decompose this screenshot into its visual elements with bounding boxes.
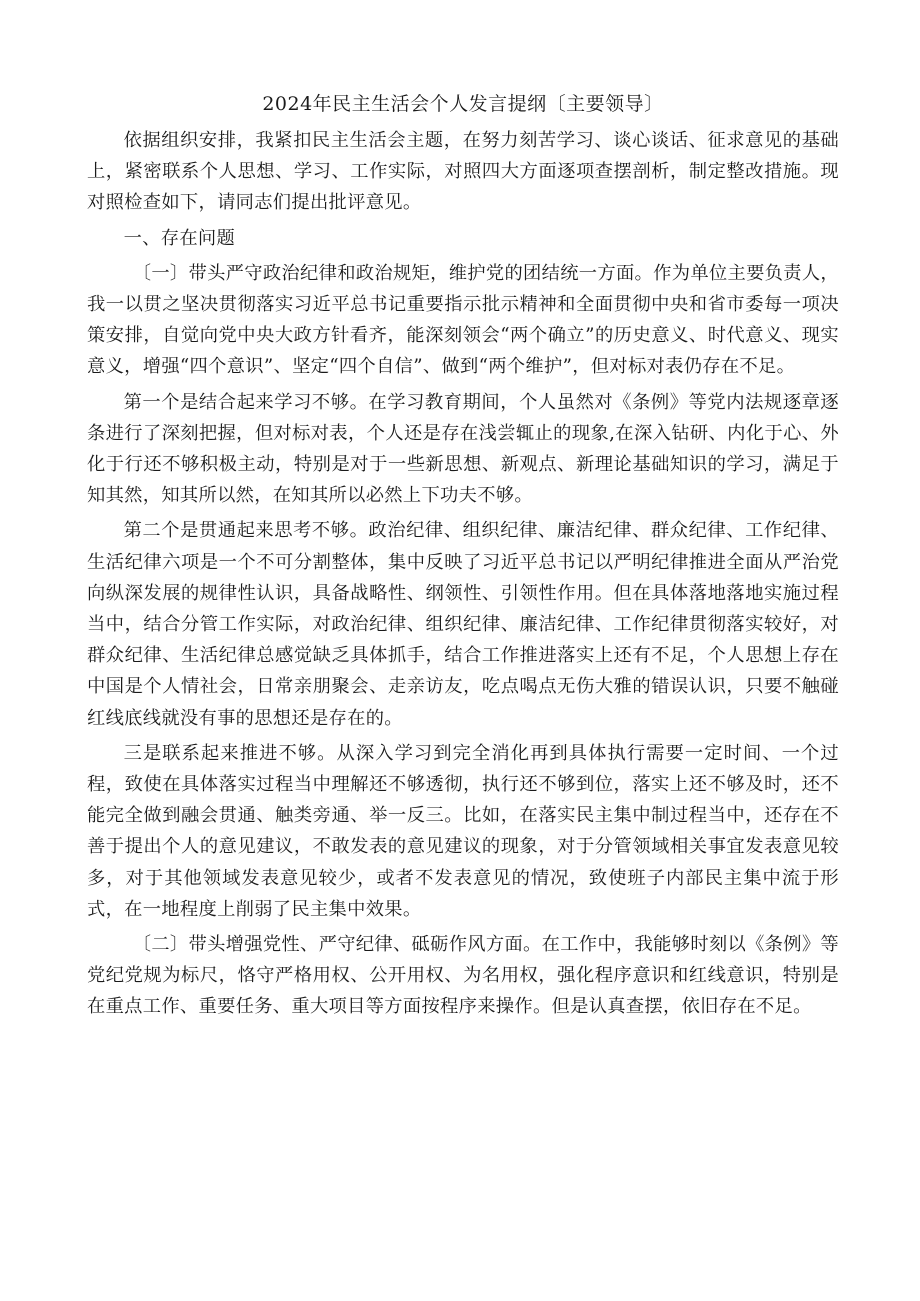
subsection-2-paragraph: 〔二〕带头增强党性、严守纪律、砥砺作风方面。在工作中，我能够时刻以《条例》等党纪党规为标尺，恪守严格用权、公开用权、为名用权，强化程序意识和红线意识，特别是在重点工作、重要任务、重大项目等方面按程序来操作。但是认真查摆，依旧存在不足。: [87, 934, 839, 1018]
document-page: [87, 88, 839, 1027]
point-1-paragraph: 第一个是结合起来学习不够。在学习教育期间，个人虽然对《条例》等党内法规逐章逐条进行了深刻把握，但对标对表，个人还是存在浅尝辄止的现象,在深入钻研、内化于心、外化于行还不够积极主动，特别是对于一些新思想、新观点、新理论基础知识的学习，满足于知其然，知其所以然，在知其所以必然上下功夫不够。: [87, 391, 839, 507]
section-heading-problems: 一、存在问题: [123, 227, 236, 249]
point-2-paragraph: 第二个是贯通起来思考不够。政治纪律、组织纪律、廉洁纪律、群众纪律、工作纪律、生活纪律六项是一个不可分割整体，集中反映了习近平总书记以严明纪律推进全面从严治党向纵深发展的规律性认识，具备战略性、纲领性、引领性作用。但在具体落地落地实施过程当中，结合分管工作实际，对政治纪律、组织纪律、廉洁纪律、工作纪律贯彻落实较好，对群众纪律、生活纪律总感觉缺乏具体抓手，结合工作推进落实上还有不足，个人思想上存在中国是个人情社会，日常亲朋聚会、走亲访友，吃点喝点无伤大雅的错误认识，只要不触碰红线底线就没有事的思想还是存在的。: [87, 520, 839, 729]
subsection-1-paragraph: 〔一〕带头严守政治纪律和政治规矩，维护党的团结统一方面。作为单位主要负责人，我一以贯之坚决贯彻落实习近平总书记重要指示批示精神和全面贯彻中央和省市委每一项决策安排，自觉向党中央大政方针看齐，能深刻领会“两个确立”的历史意义、时代意义、现实意义，增强“四个意识”、坚定“四个自信”、做到“两个维护”，但对标对表仍存在不足。: [87, 262, 839, 378]
document-title: 2024年民主生活会个人发言提纲〔主要领导〕: [262, 93, 664, 115]
intro-paragraph: 依据组织安排，我紧扣民主生活会主题，在努力刻苦学习、谈心谈话、征求意见的基础上，紧密联系个人思想、学习、工作实际，对照四大方面逐项查摆剖析，制定整改措施。现对照检查如下，请同志们提出批评意见。: [87, 130, 839, 214]
point-3-paragraph: 三是联系起来推进不够。从深入学习到完全消化再到具体执行需要一定时间、一个过程，致使在具体落实过程当中理解还不够透彻，执行还不够到位，落实上还不够及时，还不能完全做到融会贯通、触类旁通、举一反三。比如，在落实民主集中制过程当中，还存在不善于提出个人的意见建议，不敢发表的意见建议的现象，对于分管领域相关事宜发表意见较多，对于其他领域发表意见较少，或者不发表意见的情况，致使班子内部民主集中流于形式，在一地程度上削弱了民主集中效果。: [87, 742, 839, 920]
